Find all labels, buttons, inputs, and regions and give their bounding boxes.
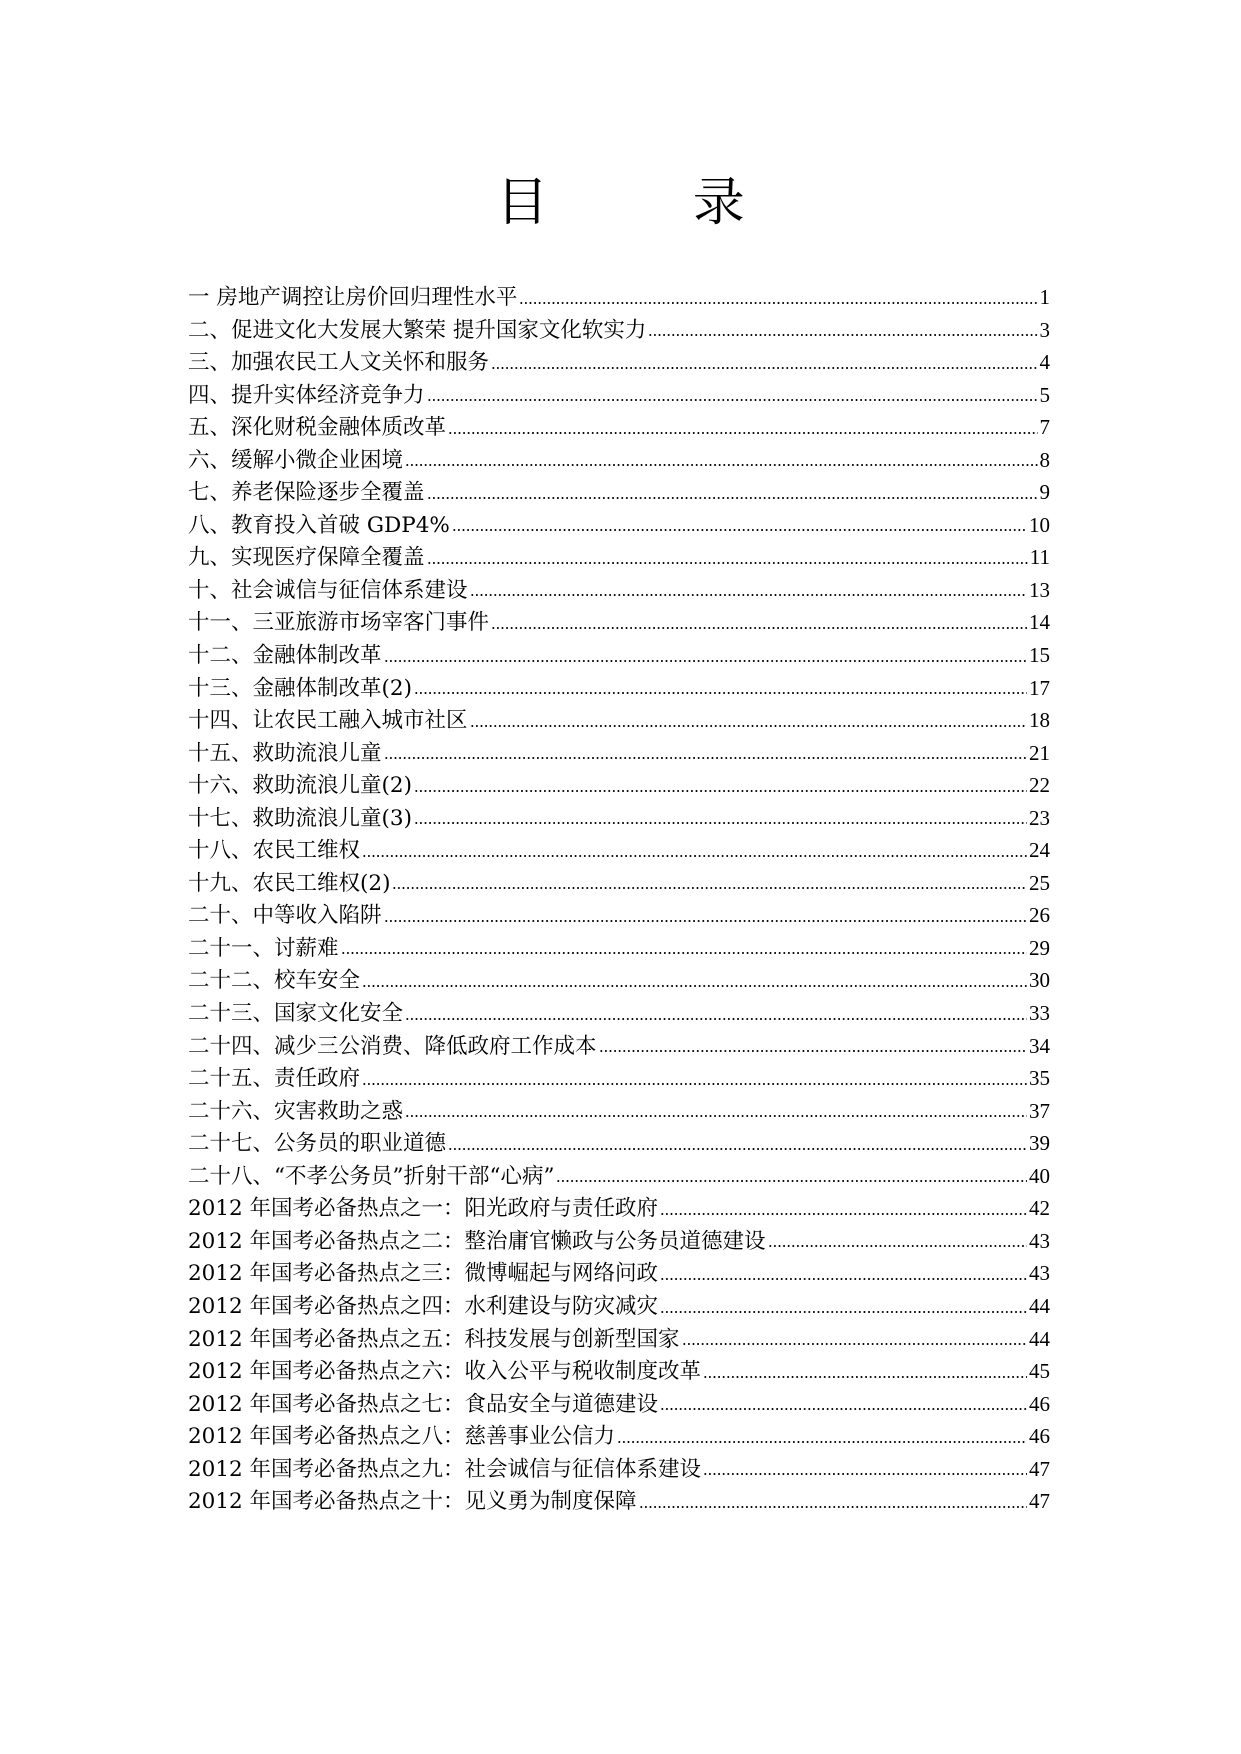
toc-entry[interactable]	[188, 1127, 1050, 1160]
toc-entry-page-number: 37	[1029, 1098, 1050, 1123]
dot-leader	[427, 398, 1038, 402]
toc-entry[interactable]	[188, 769, 1050, 802]
toc-entry-title: 2012 年国考必备热点之九：社会诚信与征信体系建设	[188, 1456, 702, 1482]
dot-leader	[703, 1375, 1027, 1379]
toc-entry-page-number: 33	[1029, 1001, 1050, 1026]
toc-entry-title: 十一、三亚旅游市场宰客门事件	[188, 610, 490, 636]
dot-leader	[341, 951, 1027, 955]
toc-entry-title: 2012 年国考必备热点之六：收入公平与税收制度改革	[188, 1359, 702, 1385]
toc-entry[interactable]	[188, 899, 1050, 932]
toc-entry-page-number: 45	[1029, 1359, 1050, 1384]
toc-entry[interactable]	[188, 834, 1050, 867]
dot-leader	[660, 1407, 1027, 1411]
dot-leader	[414, 821, 1027, 825]
toc-entry[interactable]	[188, 997, 1050, 1030]
toc-entry-page-number: 34	[1029, 1033, 1050, 1058]
toc-entry-page-number: 44	[1029, 1293, 1050, 1318]
toc-entry-title: 十五、救助流浪儿童	[188, 740, 382, 766]
toc-entry[interactable]	[188, 1323, 1050, 1356]
dot-leader	[660, 1277, 1027, 1281]
toc-entry[interactable]	[188, 1257, 1050, 1290]
toc-entry-title: 2012 年国考必备热点之三：微博崛起与网络问政	[188, 1261, 659, 1287]
toc-entry-page-number: 30	[1029, 968, 1050, 993]
toc-entry[interactable]	[188, 379, 1050, 412]
toc-entry-title: 二十八、“不孝公务员”折射干部“心病”	[188, 1163, 555, 1189]
dot-leader	[617, 1440, 1027, 1444]
toc-entry[interactable]	[188, 1355, 1050, 1388]
toc-entry-page-number: 18	[1029, 708, 1050, 733]
toc-entry-title: 十四、让农民工融入城市社区	[188, 708, 468, 734]
toc-entry[interactable]	[188, 574, 1050, 607]
toc-entry[interactable]	[188, 509, 1050, 542]
toc-entry-page-number: 22	[1029, 773, 1050, 798]
toc-entry[interactable]	[188, 1030, 1050, 1063]
dot-leader	[556, 1179, 1027, 1183]
toc-entry-page-number: 23	[1029, 805, 1050, 830]
dot-leader	[470, 724, 1027, 728]
dot-leader	[384, 756, 1027, 760]
toc-entry-page-number: 4	[1039, 350, 1050, 375]
toc-entry[interactable]	[188, 1095, 1050, 1128]
toc-entry[interactable]	[188, 346, 1050, 379]
toc-entry-title: 2012 年国考必备热点之七：食品安全与道德建设	[188, 1391, 659, 1417]
toc-entry-title: 二十二、校车安全	[188, 968, 361, 994]
dot-leader	[768, 1244, 1027, 1248]
dot-leader	[452, 528, 1027, 532]
toc-entry-title: 二十六、灾害救助之惑	[188, 1098, 404, 1124]
dot-leader	[405, 463, 1037, 467]
toc-entry[interactable]	[188, 639, 1050, 672]
toc-entry-page-number: 43	[1029, 1261, 1050, 1286]
toc-entry[interactable]	[188, 1290, 1050, 1323]
toc-entry-page-number: 5	[1039, 382, 1050, 407]
toc-entry-page-number: 17	[1029, 675, 1050, 700]
toc-entry-title: 八、教育投入首破 GDP4%	[188, 512, 450, 538]
dot-leader	[491, 626, 1027, 630]
toc-entry-title: 十八、农民工维权	[188, 838, 361, 864]
toc-entry-page-number: 8	[1039, 447, 1050, 472]
toc-entry-title: 六、缓解小微企业困境	[188, 447, 404, 473]
toc-entry-title: 二十七、公务员的职业道德	[188, 1131, 447, 1157]
toc-entry-page-number: 29	[1029, 935, 1050, 960]
toc-entry-page-number: 39	[1029, 1131, 1050, 1156]
dot-leader	[414, 789, 1027, 793]
dot-leader	[427, 561, 1028, 565]
dot-leader	[648, 333, 1037, 337]
toc-entry-page-number: 24	[1029, 838, 1050, 863]
toc-entry-title: 二十三、国家文化安全	[188, 1001, 404, 1027]
toc-entry-title: 2012 年国考必备热点之五：科技发展与创新型国家	[188, 1326, 680, 1352]
dot-leader	[682, 1342, 1027, 1346]
toc-entry-title: 一 房地产调控让房价回归理性水平	[188, 285, 518, 310]
dot-leader	[362, 984, 1027, 988]
toc-entry[interactable]	[188, 802, 1050, 835]
toc-entry[interactable]	[188, 867, 1050, 900]
toc-entry[interactable]	[188, 704, 1050, 737]
dot-leader	[448, 431, 1037, 435]
toc-entry[interactable]	[188, 1453, 1050, 1486]
toc-entry-page-number: 10	[1029, 512, 1050, 537]
toc-entry-title: 三、加强农民工人文关怀和服务	[188, 350, 490, 376]
toc-entry-title: 二十四、减少三公消费、降低政府工作成本	[188, 1033, 597, 1059]
toc-entry-page-number: 7	[1039, 415, 1050, 440]
toc-entry-title: 2012 年国考必备热点之八：慈善事业公信力	[188, 1424, 616, 1450]
toc-entry[interactable]	[188, 606, 1050, 639]
toc-entry[interactable]	[188, 1485, 1050, 1518]
toc-entry-title: 二十、中等收入陷阱	[188, 903, 382, 929]
toc-entry[interactable]	[188, 314, 1050, 347]
toc-entry-page-number: 46	[1029, 1424, 1050, 1449]
toc-entry-page-number: 14	[1029, 610, 1050, 635]
toc-entry-title: 十七、救助流浪儿童(3)	[188, 805, 412, 831]
toc-entry[interactable]	[188, 1225, 1050, 1258]
toc-entry[interactable]	[188, 1062, 1050, 1095]
dot-leader	[448, 1147, 1027, 1151]
dot-leader	[639, 1505, 1027, 1509]
dot-leader	[491, 366, 1037, 370]
toc-entry-title: 2012 年国考必备热点之一：阳光政府与责任政府	[188, 1196, 659, 1222]
toc-entry[interactable]	[188, 1192, 1050, 1225]
toc-entry-title: 2012 年国考必备热点之二：整治庸官懒政与公务员道德建设	[188, 1228, 766, 1254]
dot-leader	[362, 1082, 1027, 1086]
page-title: 目 录	[496, 173, 809, 233]
toc-entry-title: 十、社会诚信与征信体系建设	[188, 577, 468, 603]
toc-entry-page-number: 15	[1029, 643, 1050, 668]
dot-leader	[427, 496, 1038, 500]
toc-entry[interactable]	[188, 281, 1050, 314]
dot-leader	[660, 1310, 1027, 1314]
toc-entry-title: 五、深化财税金融体质改革	[188, 415, 447, 441]
dot-leader	[405, 1017, 1027, 1021]
toc-entry-title: 2012 年国考必备热点之四：水利建设与防灾减灾	[188, 1293, 659, 1319]
dot-leader	[362, 854, 1027, 858]
toc-entry-page-number: 9	[1039, 480, 1050, 505]
toc-entry-page-number: 3	[1039, 317, 1050, 342]
toc-entry[interactable]	[188, 964, 1050, 997]
toc-entry[interactable]	[188, 541, 1050, 574]
toc-entry-page-number: 47	[1029, 1489, 1050, 1514]
dot-leader	[384, 919, 1027, 923]
toc-entry[interactable]	[188, 932, 1050, 965]
toc-entry[interactable]	[188, 411, 1050, 444]
toc-entry-page-number: 11	[1029, 545, 1050, 570]
toc-entry-page-number: 35	[1029, 1066, 1050, 1091]
dot-leader	[384, 659, 1027, 663]
dot-leader	[599, 1049, 1027, 1053]
toc-entry-page-number: 26	[1029, 903, 1050, 928]
toc-entry-page-number: 46	[1029, 1391, 1050, 1416]
toc-entry-title: 九、实现医疗保障全覆盖	[188, 545, 425, 571]
dot-leader	[470, 593, 1027, 597]
dot-leader	[414, 691, 1027, 695]
toc-entry[interactable]	[188, 1160, 1050, 1193]
dot-leader	[392, 886, 1027, 890]
toc-entry-page-number: 25	[1029, 870, 1050, 895]
dot-leader	[703, 1472, 1027, 1476]
toc-entry-title: 十三、金融体制改革(2)	[188, 675, 412, 701]
toc-entry-page-number: 43	[1029, 1228, 1050, 1253]
toc-entry-title: 四、提升实体经济竞争力	[188, 382, 425, 408]
dot-leader	[405, 1114, 1027, 1118]
toc-entry-page-number: 13	[1029, 577, 1050, 602]
toc-entry-title: 二十一、讨薪难	[188, 935, 339, 961]
toc-entry[interactable]	[188, 476, 1050, 509]
toc-entry-title: 十九、农民工维权(2)	[188, 870, 391, 896]
dot-leader	[660, 1212, 1027, 1216]
toc-entry-title: 二十五、责任政府	[188, 1066, 361, 1092]
toc-entry[interactable]	[188, 1388, 1050, 1421]
toc-entry-title: 2012 年国考必备热点之十：见义勇为制度保障	[188, 1489, 637, 1515]
toc-entry-page-number: 21	[1029, 740, 1050, 765]
table-of-contents	[188, 281, 1050, 1518]
toc-entry-page-number: 40	[1029, 1163, 1050, 1188]
toc-entry[interactable]	[188, 737, 1050, 770]
toc-entry-title: 十二、金融体制改革	[188, 643, 382, 669]
toc-entry[interactable]	[188, 444, 1050, 477]
toc-entry[interactable]	[188, 672, 1050, 705]
toc-entry-page-number: 1	[1039, 285, 1050, 309]
toc-entry-title: 七、养老保险逐步全覆盖	[188, 480, 425, 506]
toc-entry-page-number: 44	[1029, 1326, 1050, 1351]
toc-entry-title: 二、促进文化大发展大繁荣 提升国家文化软实力	[188, 317, 647, 343]
toc-entry[interactable]	[188, 1420, 1050, 1453]
dot-leader	[519, 301, 1037, 305]
toc-entry-page-number: 47	[1029, 1456, 1050, 1481]
toc-entry-page-number: 42	[1029, 1196, 1050, 1221]
toc-entry-title: 十六、救助流浪儿童(2)	[188, 773, 412, 799]
